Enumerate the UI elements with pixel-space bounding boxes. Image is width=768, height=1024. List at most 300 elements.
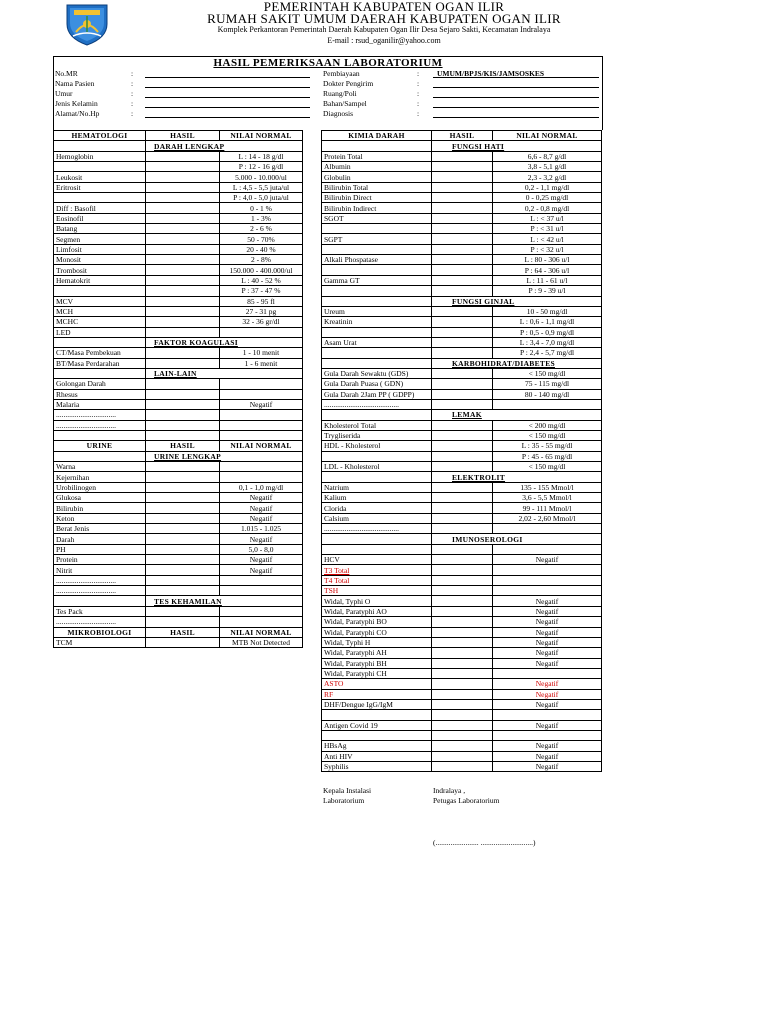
test-result-cell[interactable] <box>146 524 220 534</box>
test-row <box>54 265 303 275</box>
test-row <box>322 606 602 616</box>
table-header-row <box>54 131 303 141</box>
blank-row <box>322 730 602 740</box>
test-name: Syphilis <box>322 761 432 771</box>
test-row <box>54 162 303 172</box>
test-result-cell[interactable] <box>146 265 220 275</box>
test-result-cell[interactable] <box>146 462 220 472</box>
patient-field-value: UMUM/BPJS/KIS/JAMSOSKES <box>437 69 545 78</box>
column-header-test: URINE <box>54 441 146 451</box>
test-result-cell[interactable] <box>432 193 493 203</box>
test-result-cell[interactable] <box>146 544 220 554</box>
test-row <box>54 172 303 182</box>
test-name: Widal, Paratyphi BH <box>322 658 432 668</box>
test-result-cell[interactable] <box>146 317 220 327</box>
test-row <box>322 172 602 182</box>
test-row <box>54 399 303 409</box>
test-name: ................................ <box>54 617 146 627</box>
test-result-cell[interactable] <box>432 244 493 254</box>
test-row <box>322 482 602 492</box>
test-row <box>322 668 602 678</box>
left-results-table <box>53 130 303 648</box>
test-name: Widal, Paratyphi AH <box>322 648 432 658</box>
test-result-cell[interactable] <box>432 503 493 513</box>
test-normal-value: Negatif <box>493 648 602 658</box>
test-name: Monosit <box>54 255 146 265</box>
test-row <box>54 255 303 265</box>
test-row <box>322 555 602 565</box>
test-result-cell[interactable] <box>146 565 220 575</box>
patient-field-input-line[interactable] <box>145 87 310 88</box>
test-name: MCV <box>54 296 146 306</box>
patient-field-input-line[interactable] <box>433 107 599 108</box>
test-result-cell[interactable] <box>432 720 493 730</box>
test-result-cell[interactable] <box>432 462 493 472</box>
test-name: Trygliserida <box>322 430 432 440</box>
test-result-cell[interactable] <box>432 151 493 161</box>
test-row <box>322 524 602 534</box>
test-result-cell[interactable] <box>146 296 220 306</box>
test-normal-value: Negatif <box>493 751 602 761</box>
test-row <box>322 741 602 751</box>
test-name: Widal, Paratyphi CO <box>322 627 432 637</box>
test-name: Gula Darah 2Jam PP ( GDPP) <box>322 389 432 399</box>
signature-line: (....................... ............................) <box>433 838 536 847</box>
test-normal-value <box>220 379 303 389</box>
test-result-cell[interactable] <box>432 689 493 699</box>
section-title: DARAH LENGKAP <box>146 141 303 151</box>
signature-head <box>323 786 371 806</box>
test-row <box>322 348 602 358</box>
test-result-cell[interactable] <box>432 265 493 275</box>
test-result-cell[interactable] <box>432 286 493 296</box>
test-normal-value: 0 - 0,25 mg/dl <box>493 193 602 203</box>
signature-head-title: Kepala Instalasi <box>323 786 372 795</box>
test-row <box>54 575 303 585</box>
test-name: Bilirubin Total <box>322 182 432 192</box>
test-row <box>54 193 303 203</box>
column-header-normal: NILAI NORMAL <box>220 441 303 451</box>
test-row <box>322 503 602 513</box>
test-row <box>322 513 602 523</box>
test-result-cell[interactable] <box>146 162 220 172</box>
blank-row <box>322 544 602 554</box>
test-result-cell[interactable] <box>146 224 220 234</box>
test-result-cell[interactable] <box>432 606 493 616</box>
column-header-result: HASIL <box>432 131 493 141</box>
test-normal-value: 0,2 - 0,8 mg/dl <box>493 203 602 213</box>
test-normal-value: 27 - 31 pg <box>220 306 303 316</box>
test-row <box>54 586 303 596</box>
test-result-cell[interactable] <box>432 741 493 751</box>
test-normal-value: 0,2 - 1,1 mg/dl <box>493 182 602 192</box>
test-result-cell[interactable] <box>432 213 493 223</box>
patient-field-label: Umur <box>55 89 73 98</box>
test-name: Clorida <box>322 503 432 513</box>
test-name: Anti HIV <box>322 751 432 761</box>
test-result-cell[interactable] <box>432 203 493 213</box>
test-row <box>322 162 602 172</box>
test-normal-value <box>220 420 303 430</box>
test-result-cell[interactable] <box>432 306 493 316</box>
test-result-cell[interactable] <box>432 317 493 327</box>
test-result-cell[interactable] <box>146 555 220 565</box>
test-name: Urobilinogen <box>54 482 146 492</box>
patient-field-input-line[interactable] <box>145 97 310 98</box>
section-title: FAKTOR KOAGULASI <box>146 337 303 347</box>
test-normal-value: Negatif <box>220 565 303 575</box>
test-name: Trombosit <box>54 265 146 275</box>
test-result-cell[interactable] <box>432 668 493 678</box>
test-name: Bilirubin Indirect <box>322 203 432 213</box>
test-normal-value <box>493 399 602 409</box>
test-result-cell[interactable] <box>432 172 493 182</box>
test-name: Alkali Phospatase <box>322 255 432 265</box>
test-normal-value: P : 0,5 - 0,9 mg/dl <box>493 327 602 337</box>
patient-field-input-line[interactable] <box>433 117 599 118</box>
test-result-cell[interactable] <box>432 658 493 668</box>
test-result-cell[interactable] <box>146 358 220 368</box>
test-result-cell[interactable] <box>432 348 493 358</box>
test-result-cell[interactable] <box>432 275 493 285</box>
test-result-cell[interactable] <box>432 648 493 658</box>
test-row <box>54 524 303 534</box>
test-row <box>322 617 602 627</box>
patient-field-input-line[interactable] <box>145 117 310 118</box>
section-row <box>322 410 602 420</box>
test-result-cell[interactable] <box>146 575 220 585</box>
test-normal-value: 150.000 - 400.000/ul <box>220 265 303 275</box>
header-government: PEMERINTAH KABUPATEN OGAN ILIR <box>263 0 505 14</box>
test-result-cell[interactable] <box>432 524 493 534</box>
patient-field-label: No.MR <box>55 69 78 78</box>
test-result-cell[interactable] <box>432 565 493 575</box>
test-row <box>322 462 602 472</box>
test-normal-value: P : 12 - 16 g/dl <box>220 162 303 172</box>
header-address: Komplek Perkantoran Pemerintah Daerah Kabupaten Ogan Ilir Desa Sejaro Sakti, Kecamatan Indralaya <box>217 25 551 34</box>
test-result-cell[interactable] <box>146 379 220 389</box>
patient-field-input-line[interactable] <box>433 77 599 78</box>
test-row <box>322 596 602 606</box>
right-results-table <box>321 130 602 772</box>
patient-field-separator: : <box>131 69 134 78</box>
test-normal-value: 1 - 10 menit <box>220 348 303 358</box>
test-row <box>322 441 602 451</box>
test-row <box>54 296 303 306</box>
test-result-cell[interactable] <box>146 420 220 430</box>
test-result-cell[interactable] <box>146 637 220 647</box>
test-result-cell[interactable] <box>432 451 493 461</box>
test-normal-value: L : 14 - 18 g/dl <box>220 151 303 161</box>
test-name: Widal, Paratyphi CH <box>322 668 432 678</box>
test-result-cell[interactable] <box>432 617 493 627</box>
test-name: Protein <box>54 555 146 565</box>
patient-field-separator: : <box>131 109 134 118</box>
test-normal-value: L : < 37 u/l <box>493 213 602 223</box>
test-name: Limfosit <box>54 244 146 254</box>
test-result-cell[interactable] <box>146 493 220 503</box>
test-row <box>322 368 602 378</box>
test-row <box>54 555 303 565</box>
test-result-cell[interactable] <box>146 534 220 544</box>
test-name: RF <box>322 689 432 699</box>
test-result-cell[interactable] <box>432 399 493 409</box>
patient-field-label: Ruang/Poli <box>323 89 357 98</box>
test-row <box>322 193 602 203</box>
test-result-cell[interactable] <box>146 182 220 192</box>
test-result-cell[interactable] <box>146 399 220 409</box>
column-header-test: MIKROBIOLOGI <box>54 627 146 637</box>
section-row <box>322 472 602 482</box>
test-name: Darah <box>54 534 146 544</box>
test-name: Antigen Covid 19 <box>322 720 432 730</box>
patient-field-separator: : <box>417 79 420 88</box>
section-row <box>54 368 303 378</box>
column-header-result: HASIL <box>146 441 220 451</box>
test-normal-value: P : < 31 u/l <box>493 224 602 234</box>
patient-field-label: Dokter Pengirim <box>323 79 374 88</box>
test-normal-value <box>220 586 303 596</box>
test-normal-value: L : 4,5 - 5,5 juta/ul <box>220 182 303 192</box>
header-hospital-name: RUMAH SAKIT UMUM DAERAH KABUPATEN OGAN ILIR <box>207 11 561 26</box>
test-row <box>322 317 602 327</box>
test-name: Nitrit <box>54 565 146 575</box>
test-normal-value: L : 40 - 52 % <box>220 275 303 285</box>
test-result-cell[interactable] <box>146 286 220 296</box>
test-name: Gula Darah Puasa ( GDN) <box>322 379 432 389</box>
test-name: Widal, Paratyphi AO <box>322 606 432 616</box>
patient-field-label: Bahan/Sampel <box>323 99 367 108</box>
test-row <box>322 286 602 296</box>
test-result-cell[interactable] <box>146 606 220 616</box>
test-result-cell[interactable] <box>432 679 493 689</box>
test-name: Kreatinin <box>322 317 432 327</box>
test-result-cell[interactable] <box>146 513 220 523</box>
test-result-cell[interactable] <box>146 472 220 482</box>
test-name <box>322 348 432 358</box>
test-result-cell[interactable] <box>432 368 493 378</box>
test-row <box>54 234 303 244</box>
test-result-cell[interactable] <box>432 327 493 337</box>
test-name: ................................ <box>54 586 146 596</box>
test-normal-value: Negatif <box>220 555 303 565</box>
test-name: ASTO <box>322 679 432 689</box>
test-row <box>322 275 602 285</box>
test-name: ........................................ <box>322 524 432 534</box>
test-result-cell[interactable] <box>432 513 493 523</box>
test-result-cell[interactable] <box>146 389 220 399</box>
test-result-cell[interactable] <box>146 234 220 244</box>
test-normal-value: Negatif <box>493 596 602 606</box>
test-result-cell[interactable] <box>432 637 493 647</box>
test-normal-value <box>493 565 602 575</box>
test-result-cell[interactable] <box>146 275 220 285</box>
test-result-cell[interactable] <box>146 244 220 254</box>
test-row <box>54 472 303 482</box>
test-normal-value: Negatif <box>493 637 602 647</box>
test-name: T4 Total <box>322 575 432 585</box>
test-row <box>54 462 303 472</box>
column-header-normal: NILAI NORMAL <box>220 627 303 637</box>
test-result-cell[interactable] <box>432 379 493 389</box>
test-row <box>54 213 303 223</box>
test-row <box>54 348 303 358</box>
section-row <box>322 534 602 544</box>
test-row <box>322 761 602 771</box>
table-header-row <box>322 131 602 141</box>
test-normal-value: Negatif <box>493 555 602 565</box>
test-normal-value: 20 - 40 % <box>220 244 303 254</box>
test-name: T3 Total <box>322 565 432 575</box>
test-result-cell[interactable] <box>432 751 493 761</box>
test-normal-value <box>493 668 602 678</box>
column-header-normal: NILAI NORMAL <box>220 131 303 141</box>
test-result-cell[interactable] <box>146 410 220 420</box>
test-result-cell[interactable] <box>432 482 493 492</box>
test-normal-value: L : 3,4 - 7,0 mg/dl <box>493 337 602 347</box>
test-result-cell[interactable] <box>432 493 493 503</box>
signature-head-unit: Laboratorium <box>323 796 365 805</box>
test-normal-value: 1.015 - 1.025 <box>220 524 303 534</box>
test-result-cell[interactable] <box>146 172 220 182</box>
test-normal-value: 75 - 115 mg/dl <box>493 379 602 389</box>
section-title: KARBOHIDRAT/DIABETES <box>432 358 602 368</box>
test-name: Hemoglobin <box>54 151 146 161</box>
test-result-cell[interactable] <box>432 224 493 234</box>
test-result-cell[interactable] <box>146 586 220 596</box>
test-result-cell[interactable] <box>146 213 220 223</box>
test-result-cell[interactable] <box>432 420 493 430</box>
test-normal-value: 32 - 36 gr/dl <box>220 317 303 327</box>
test-result-cell[interactable] <box>432 627 493 637</box>
test-name: Eosinofil <box>54 213 146 223</box>
test-row <box>322 689 602 699</box>
test-normal-value <box>493 586 602 596</box>
test-normal-value: 1 - 3% <box>220 213 303 223</box>
test-row <box>54 275 303 285</box>
test-normal-value: Negatif <box>493 658 602 668</box>
test-normal-value: Negatif <box>493 679 602 689</box>
test-result-cell[interactable] <box>432 234 493 244</box>
test-name: DHF/Dengue IgG/IgM <box>322 699 432 709</box>
test-result-cell[interactable] <box>146 503 220 513</box>
test-normal-value <box>220 472 303 482</box>
test-row <box>322 224 602 234</box>
page-title: HASIL PEMERIKSAAN LABORATORIUM <box>213 57 443 69</box>
test-result-cell[interactable] <box>432 555 493 565</box>
test-result-cell[interactable] <box>146 203 220 213</box>
test-name: Natrium <box>322 482 432 492</box>
test-normal-value: 5.000 - 10.000/ul <box>220 172 303 182</box>
test-result-cell[interactable] <box>432 255 493 265</box>
test-name: HCV <box>322 555 432 565</box>
test-normal-value <box>220 575 303 585</box>
test-normal-value: 135 - 155 Mmol/l <box>493 482 602 492</box>
test-name: ................................ <box>54 575 146 585</box>
test-result-cell[interactable] <box>146 255 220 265</box>
test-result-cell[interactable] <box>432 586 493 596</box>
test-name: Berat Jenis <box>54 524 146 534</box>
test-normal-value: 2,02 - 2,60 Mmol/l <box>493 513 602 523</box>
test-result-cell[interactable] <box>432 441 493 451</box>
test-row <box>54 410 303 420</box>
test-normal-value: < 150 mg/dl <box>493 462 602 472</box>
test-name: Asam Urat <box>322 337 432 347</box>
test-result-cell[interactable] <box>146 327 220 337</box>
test-normal-value <box>220 606 303 616</box>
test-result-cell[interactable] <box>432 596 493 606</box>
test-result-cell[interactable] <box>146 193 220 203</box>
test-result-cell[interactable] <box>146 617 220 627</box>
test-result-cell[interactable] <box>432 337 493 347</box>
test-row <box>322 565 602 575</box>
test-row <box>322 430 602 440</box>
header-email: E-mail : rsud_oganilir@yahoo.com <box>327 36 441 45</box>
section-row <box>322 358 602 368</box>
test-result-cell[interactable] <box>432 430 493 440</box>
table-header-row <box>54 627 303 637</box>
test-result-cell[interactable] <box>432 699 493 709</box>
patient-field-input-line[interactable] <box>145 107 310 108</box>
test-normal-value <box>493 575 602 585</box>
test-row <box>54 606 303 616</box>
test-result-cell[interactable] <box>432 761 493 771</box>
test-name <box>322 327 432 337</box>
test-row <box>322 648 602 658</box>
signature-place: Indralaya , <box>433 786 466 795</box>
test-normal-value: 0,1 - 1,0 mg/dl <box>220 482 303 492</box>
test-name <box>54 193 146 203</box>
patient-field-input-line[interactable] <box>145 77 310 78</box>
test-name <box>322 265 432 275</box>
test-name: BT/Masa Perdarahan <box>54 358 146 368</box>
test-row <box>322 720 602 730</box>
column-header-test: HEMATOLOGI <box>54 131 146 141</box>
test-result-cell[interactable] <box>146 348 220 358</box>
test-row <box>322 182 602 192</box>
test-name: Segmen <box>54 234 146 244</box>
test-name: Kholesterol Total <box>322 420 432 430</box>
test-normal-value: Negatif <box>220 534 303 544</box>
test-result-cell[interactable] <box>146 306 220 316</box>
test-result-cell[interactable] <box>146 482 220 492</box>
test-result-cell[interactable] <box>146 151 220 161</box>
test-name: Eritrosit <box>54 182 146 192</box>
test-result-cell[interactable] <box>432 162 493 172</box>
patient-field-input-line[interactable] <box>433 97 599 98</box>
test-name: Widal, Paratyphi BO <box>322 617 432 627</box>
test-normal-value: 10 - 50 mg/dl <box>493 306 602 316</box>
test-name: LDL - Kholesterol <box>322 462 432 472</box>
test-row <box>322 306 602 316</box>
test-row <box>54 151 303 161</box>
test-name: MCHC <box>54 317 146 327</box>
test-row <box>54 182 303 192</box>
test-row <box>54 534 303 544</box>
test-name: Widal, Typhi O <box>322 596 432 606</box>
test-result-cell[interactable] <box>432 182 493 192</box>
test-normal-value: L : 80 - 306 u/l <box>493 255 602 265</box>
test-normal-value: 80 - 140 mg/dl <box>493 389 602 399</box>
test-name: Rhesus <box>54 389 146 399</box>
test-row <box>54 224 303 234</box>
test-normal-value: 99 - 111 Mmol/l <box>493 503 602 513</box>
patient-field-separator: : <box>131 79 134 88</box>
test-result-cell[interactable] <box>432 389 493 399</box>
test-normal-value: P : 64 - 306 u/l <box>493 265 602 275</box>
test-result-cell[interactable] <box>432 575 493 585</box>
patient-field-input-line[interactable] <box>433 87 599 88</box>
